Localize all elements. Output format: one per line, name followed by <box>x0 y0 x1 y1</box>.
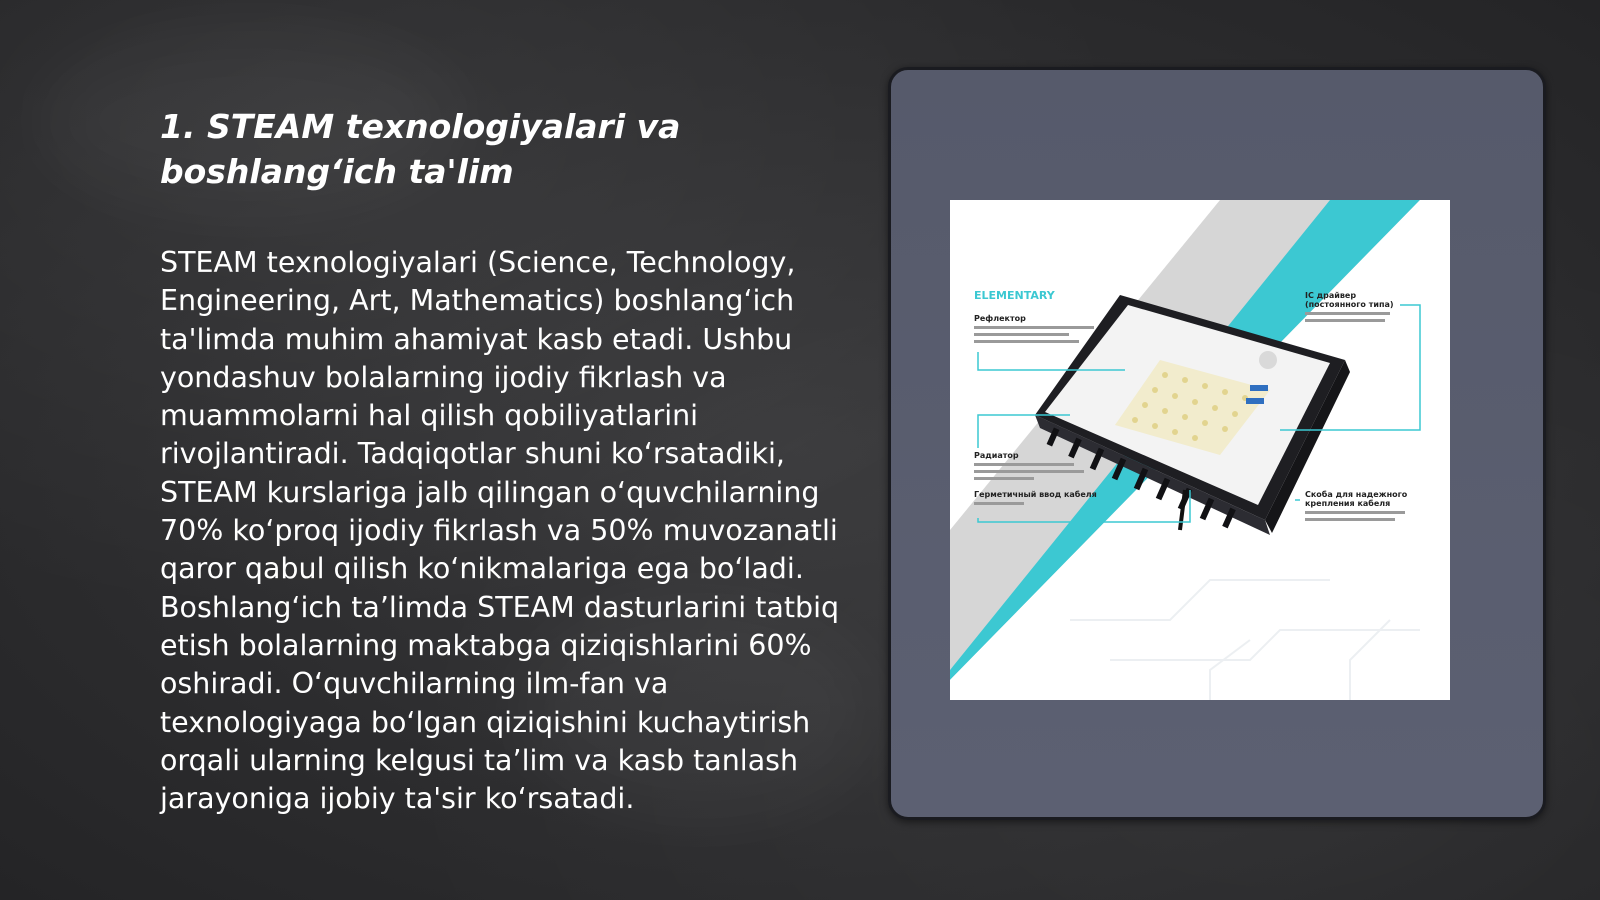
led-floodlight-diagram <box>950 200 1450 700</box>
brand-label: ELEMENTARY <box>974 289 1055 302</box>
driver-chip <box>1246 398 1264 404</box>
radiator-label: Радиатор <box>974 451 1019 460</box>
slide-title: 1. STEAM texnologiyalari va boshlang‘ich ta'lim <box>160 107 681 191</box>
bracket-label-line1: Скоба для надежного <box>1305 490 1408 499</box>
bracket-label-line2: крепления кабеля <box>1305 499 1391 508</box>
driver-label-line1: IC драйвер <box>1305 291 1357 300</box>
driver-label-line2: (постоянного типа) <box>1305 300 1394 309</box>
slide-body-text: STEAM texnologiyalari (Science, Technology, Engineering, Art, Mathematics) boshlang‘ich ta'limda muhim ahamiyat kasb etadi. Ushbu yondashuv bolalarning ijodiy fikrlash va muammolarni hal qilish qobiliyatlarini rivojlantiradi. Tadqiqotlar shuni ko‘rsatadiki, STEAM kurslariga jalb qilingan o‘quvchilarning 70% ko‘proq ijodiy fikrlash va 50% muvozanatli qaror qabul qilish ko‘nikmalariga ega bo‘ladi. Boshlang‘ich ta’limda STEAM dasturlarini tatbiq etish bolalarning maktabga qiziqishlarini 60% oshiradi. O‘quvchilarning ilm-fan va texnologiyaga bo‘lgan qiziqishini kuchaytirish orqali ularning kelgusi ta’lim va kasb tanlash jarayoniga ijobiy ta'sir ko‘rsatadi. <box>160 246 840 816</box>
reflector-label: Рефлектор <box>974 314 1026 323</box>
product-diagram-image <box>950 200 1450 700</box>
driver-component <box>1259 351 1277 369</box>
cable-entry-label: Герметичный ввод кабеля <box>974 490 1097 499</box>
driver-chip <box>1250 385 1268 391</box>
